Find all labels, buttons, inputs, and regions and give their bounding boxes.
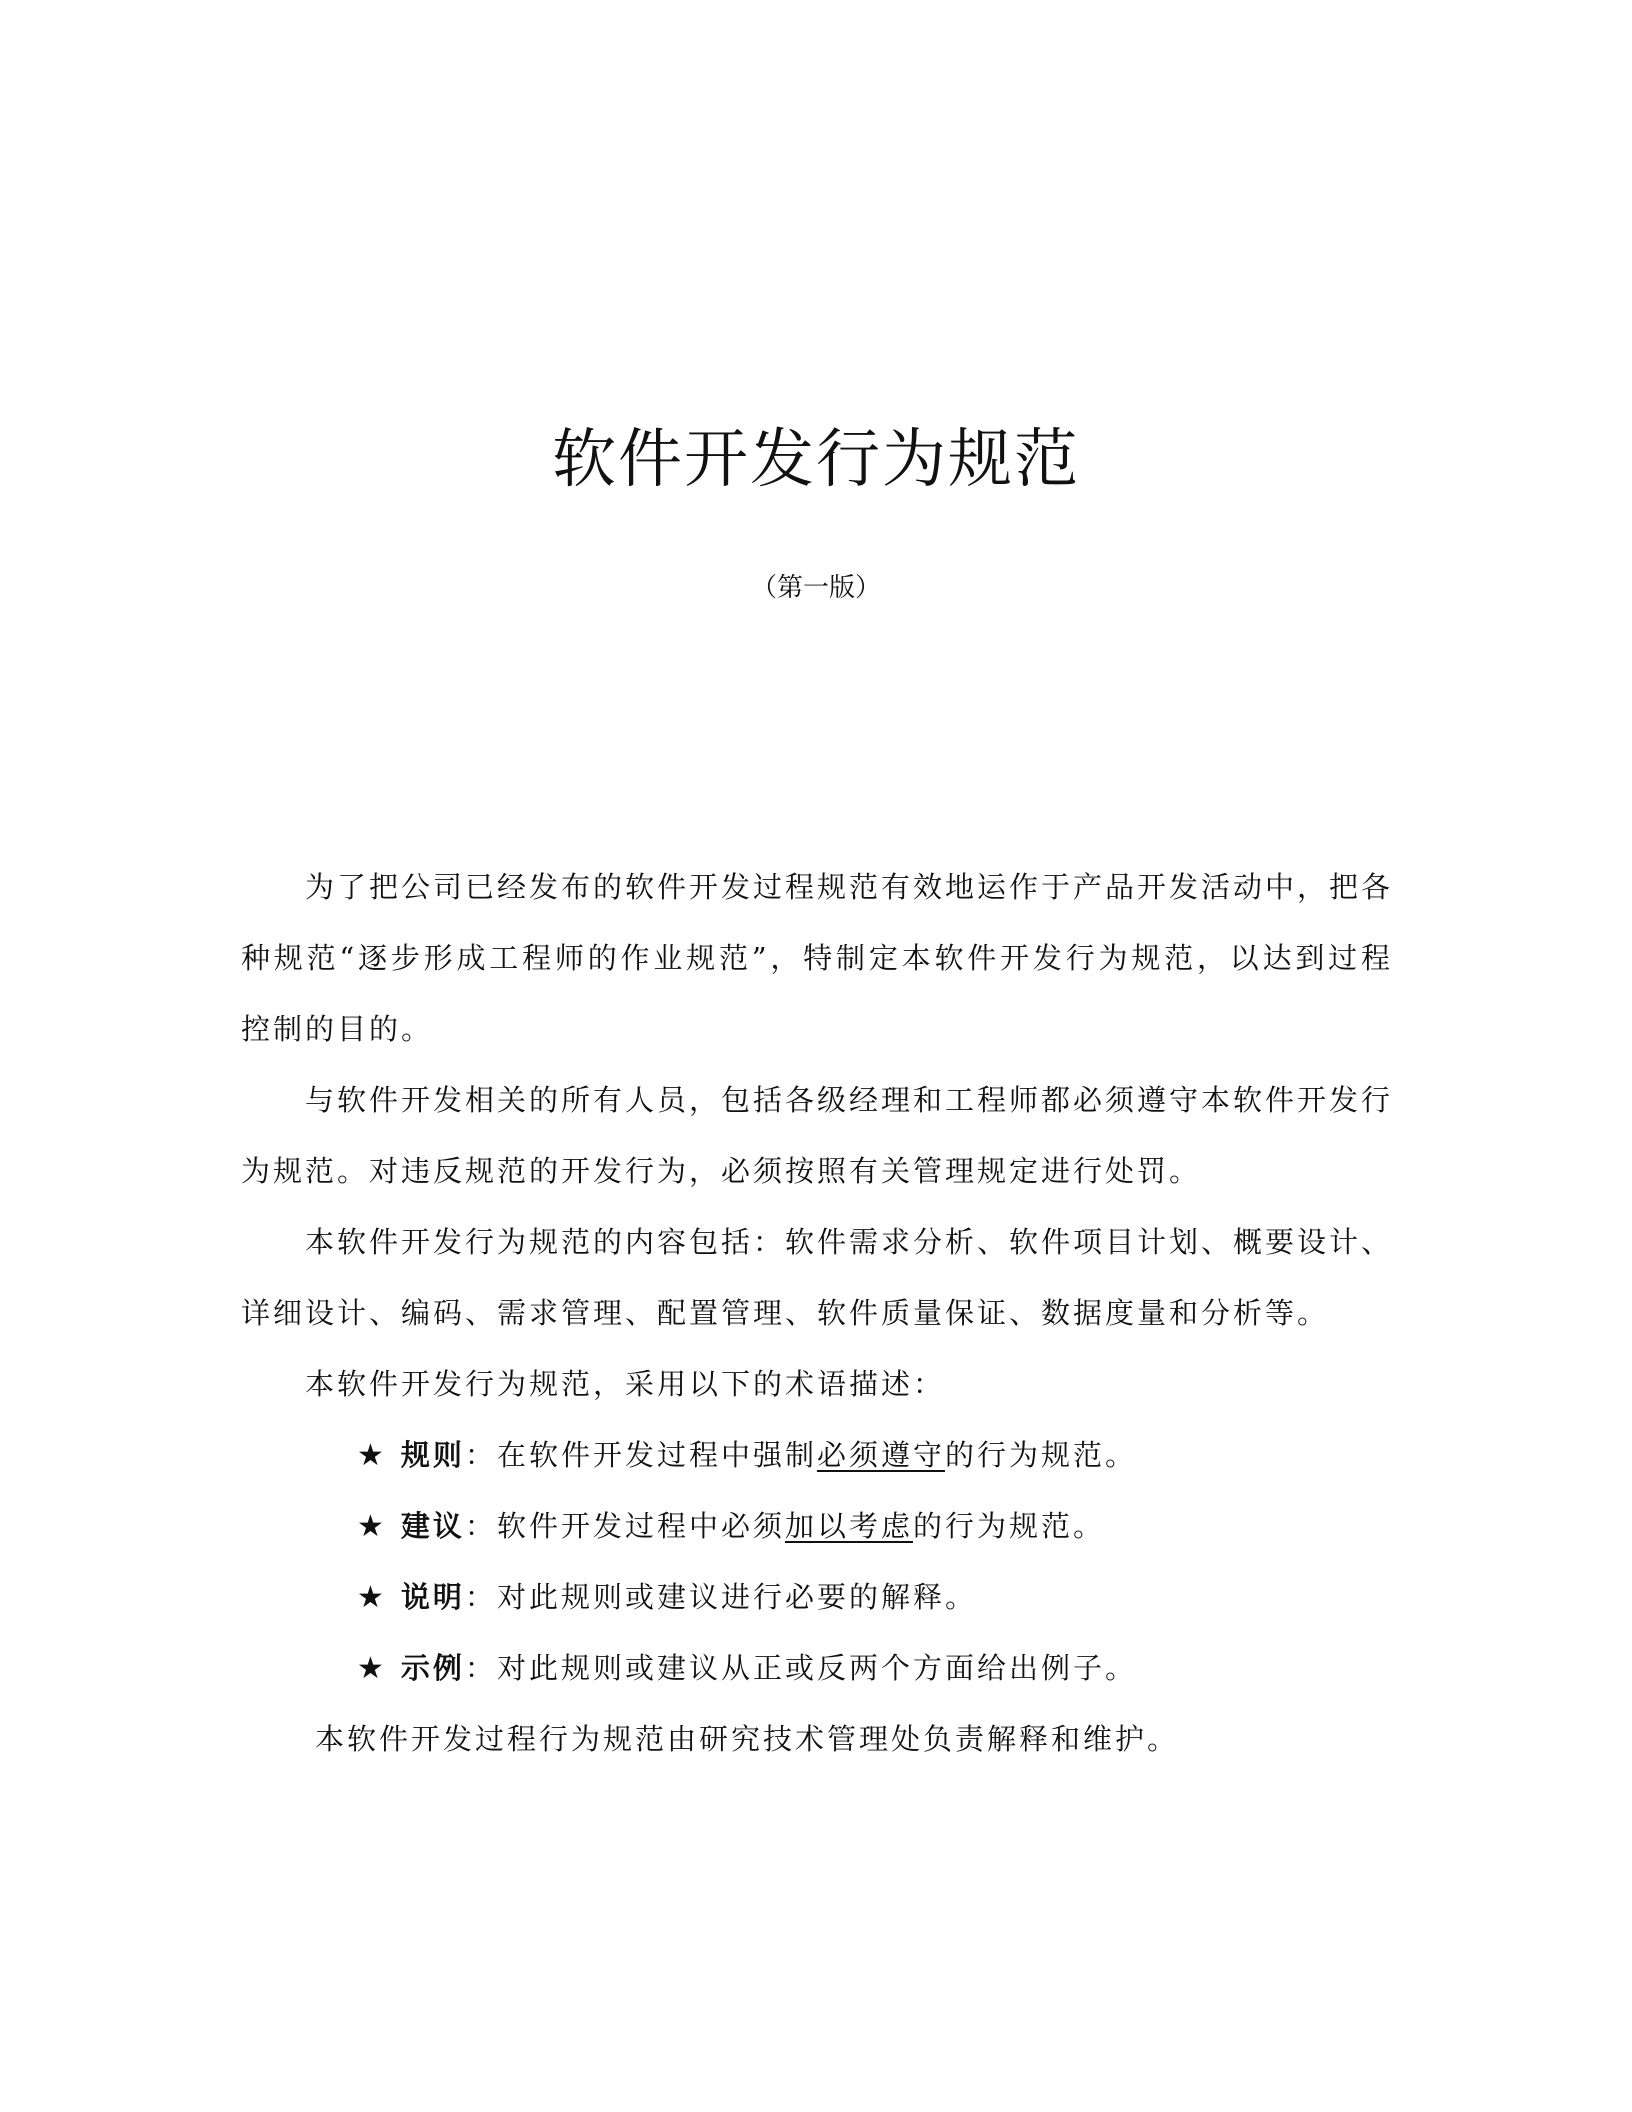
- terms-list: [241, 1420, 1393, 1704]
- term-explanation: [241, 1562, 1393, 1633]
- paragraph-scope: 与软件开发相关的所有人员，包括各级经理和工程师都必须遵守本软件开发行为规范。对违反规范的开发行为，必须按照有关管理规定进行处罚。: [241, 1083, 1394, 1188]
- paragraph-purpose: 为了把公司已经发布的软件开发过程规范有效地运作于产品开发活动中，把各种规范“逐步形成工程师的作业规范”，特制定本软件开发行为规范，以达到过程控制的目的。: [241, 870, 1394, 1046]
- term-text: 软件开发过程中必须: [496, 1509, 785, 1543]
- document-title: 软件开发行为规范: [552, 423, 1080, 497]
- document-body: [241, 852, 1393, 1775]
- document-version: （第一版）: [750, 573, 881, 603]
- term-text: 对此规则或建议进行必要的解释。: [496, 1580, 977, 1614]
- star-icon: ★: [357, 1509, 387, 1544]
- term-example: [241, 1633, 1393, 1704]
- term-underlined-text: 必须遵守: [816, 1438, 945, 1472]
- term-separator: ：: [464, 1438, 497, 1472]
- term-label: 规则: [400, 1438, 465, 1472]
- term-text-end: 的行为规范。: [944, 1438, 1137, 1472]
- star-icon: ★: [357, 1580, 387, 1615]
- paragraph-contents: 本软件开发行为规范的内容包括：软件需求分析、软件项目计划、概要设计、详细设计、编码、需求管理、配置管理、软件质量保证、数据度量和分析等。: [241, 1225, 1394, 1330]
- term-text-end: 的行为规范。: [912, 1509, 1105, 1543]
- term-label: 建议: [400, 1509, 465, 1543]
- term-text: 在软件开发过程中强制: [496, 1438, 817, 1472]
- term-suggestion: [241, 1491, 1393, 1562]
- star-icon: ★: [357, 1438, 387, 1473]
- term-rule: [241, 1420, 1393, 1491]
- star-icon: ★: [357, 1651, 387, 1686]
- term-label: 示例: [400, 1651, 465, 1685]
- term-separator: ：: [464, 1580, 497, 1614]
- paragraph-maintenance: 本软件开发过程行为规范由研究技术管理处负责解释和维护。: [315, 1722, 1180, 1756]
- term-separator: ：: [464, 1651, 497, 1685]
- term-label: 说明: [400, 1580, 465, 1614]
- term-text: 对此规则或建议从正或反两个方面给出例子。: [496, 1651, 1137, 1685]
- term-underlined-text: 加以考虑: [784, 1509, 913, 1543]
- term-separator: ：: [464, 1509, 497, 1543]
- paragraph-terms-intro: 本软件开发行为规范，采用以下的术语描述：: [305, 1367, 946, 1401]
